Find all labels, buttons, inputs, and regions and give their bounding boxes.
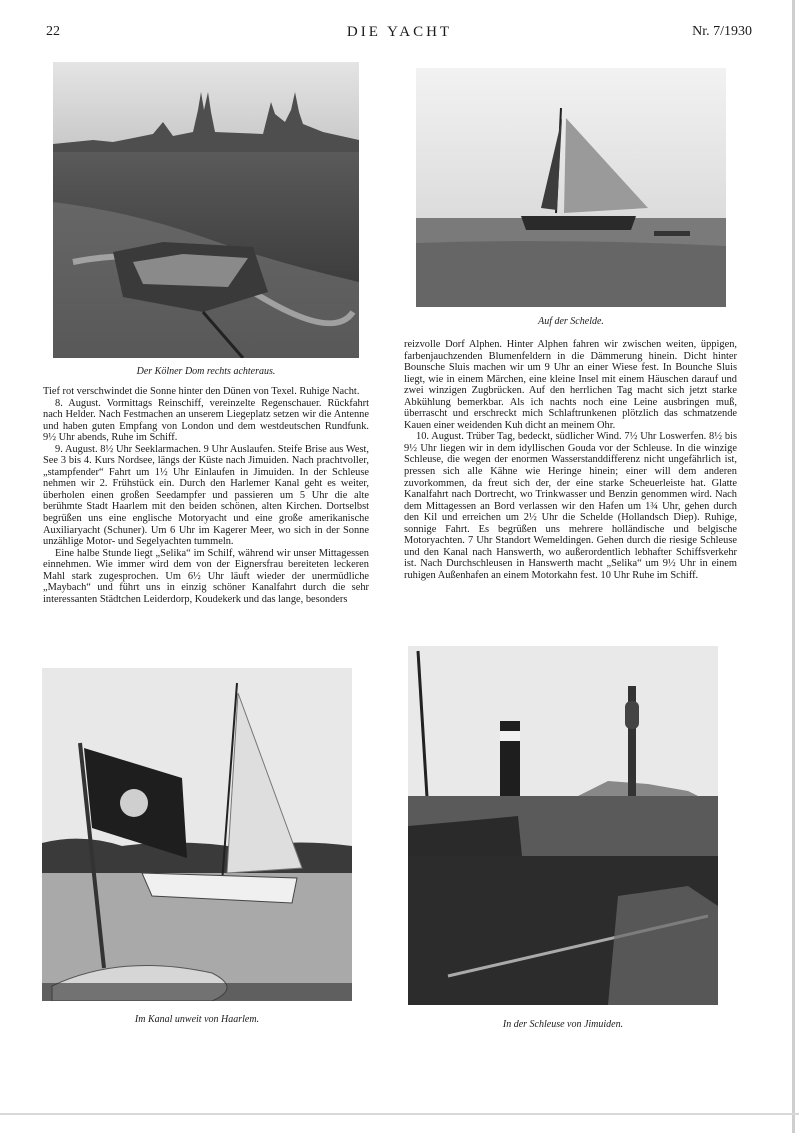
page-number: 22	[46, 24, 60, 39]
caption-schleuse-jimuiden: In der Schleuse von Jimuiden.	[502, 1019, 624, 1030]
paragraph: 8. August. Vormittags Reinschiff, vereinzelte Regenschauer. Rückfahrt nach Helder. Nach Festmachen an unserem Liegeplatz setzen wir die Antenne und haben guten Empfang von London und dem westdeutschen Rundfunk. 9½ Uhr abends, Ruhe im Schiff.	[43, 397, 369, 444]
caption-kanal-haarlem: Im Kanal unweit von Haarlem.	[134, 1014, 260, 1025]
paragraph: 10. August. Trüber Tag, bedeckt, südlicher Wind. 7½ Uhr Loswerfen. 8½ bis 9½ Uhr liegen wir in dem idyllischen Gouda vor der Schleuse. In die winzige Schleuse, die wegen der enormen Wasserstanddifferenz nicht ungefährlich ist, pressen sich alle Kähne wie Heringe hinein; einer will dem anderen zuvorkommen, da freut sich der, der eine starke Scheuerleiste hat. Glatte Kanalfahrt nach Dortrecht, wo Trinkwasser und Benzin genommen wird. Nach dem Mittagessen an Bord verlassen wir den Hafen um 1¾ Uhr, gehen durch den Kil und erreichen um 2½ Uhr die Schelde (Hollandsch Diep). Ruhige, sonnige Fahrt. Es begrüßen uns mehrere holländische und belgische Motoryachten. 7 Uhr Standort Wemeldingen. Gehen durch die riesige Schleuse und den Kanal nach Hanswerth, wo außerordentlich lebhafter Schiffsverkehr ist. Nach Durchschleusen in Hanswerth macht „Selika“ um 9½ Uhr in einem ruhigen Außenhafen an einem Motorkahn fest. 10 Uhr Ruhe im Schiff.	[404, 431, 737, 581]
caption-schelde: Auf der Schelde.	[538, 316, 604, 327]
paragraph: Tief rot verschwindet die Sonne hinter den Dünen von Texel. Ruhige Nacht.	[43, 386, 360, 397]
article-right-column	[404, 339, 737, 581]
photo-schleuse-jimuiden	[408, 646, 718, 1005]
photo-koelner-dom	[53, 62, 359, 358]
article-left-column	[43, 386, 369, 605]
paragraph: Eine halbe Stunde liegt „Selika“ im Schilf, während wir unser Mittagessen einnehmen. Wie immer wird dem von der Eignersfrau bereiteten leckeren Mahl stark zugesprochen. Um 6½ Uhr läuft wieder der unermüdliche „Maybach“ und führt uns in einzig schöner Kanalfahrt durch die sehr interessanten Städtchen Leiderdorp, Koudekerk und das lange, besonders	[43, 547, 369, 605]
issue-number: Nr. 7/1930	[692, 24, 752, 39]
paragraph: 9. August. 8½ Uhr Seeklarmachen. 9 Uhr Auslaufen. Steife Brise aus West, See 3 bis 4. Kurs Nordsee, längs der Küste nach Jimuiden. Nach prachtvoller, „stampfender“ Fahrt um 1½ Uhr Einlaufen in Jimuiden. In der Schleuse nehmen wir 2. Frühstück ein. Durch den Harlemer Kanal geht es weiter, überholen einen großen Seedampfer und passieren um 5 Uhr die alte berühmte Stadt Haarlem mit den beiden schönen, alten Kirchen. Dortselbst begrüßen uns eine englische Motoryacht und eine große amerikanische Auxiliaryacht (Schuner). Um 6 Uhr im Kagerer Meer, wo sich in der Sonne unzählige Motor- und Segelyachten tummeln.	[43, 443, 369, 548]
magazine-title: DIE YACHT	[346, 24, 453, 40]
caption-koelner-dom: Der Kölner Dom rechts achteraus.	[136, 366, 276, 377]
photo-kanal-haarlem	[42, 668, 352, 1001]
paragraph: reizvolle Dorf Alphen. Hinter Alphen fahren wir zwischen weiten, üppigen, farbenjauchzenden Blumenfeldern in die Dämmerung hinein. Dicht hinter Bounsche Sluis machen wir um 9 Uhr an einer Wiese fest. In Bounche Sluis liegt, wie in einem Märchen, eine kleine Insel mit einem Häuschen darauf und zwei winzigen Zugbrücken. Auf den herrlichen Tag macht sich jetzt starke Abkühlung bemerkbar. Als ich nachts noch eine Leine ausbringen muß, überrascht und erschreckt mich Schlaftrunkenen plötzlich das schmatzende Kauen einer weidenden Kuh dicht an meinem Ohr.	[404, 339, 737, 431]
photo-schelde	[416, 68, 726, 307]
page-edge	[792, 0, 795, 1133]
page-bottom-edge	[0, 1113, 799, 1115]
